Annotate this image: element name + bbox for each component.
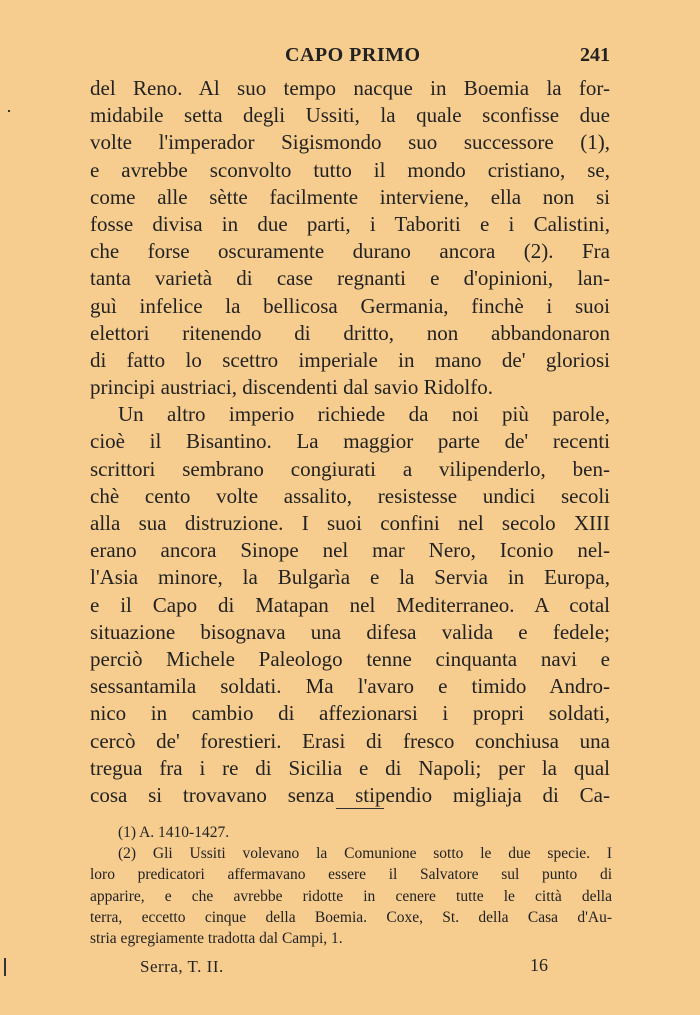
page-number: 241	[580, 44, 610, 66]
text-line: cercò de' forestieri. Erasi di fresco conchiusa una	[90, 728, 610, 753]
text-line: principi austriaci, discendenti dal savio Ridolfo.	[90, 375, 493, 400]
text-line: di fatto lo scettro imperiale in mano de' gloriosi	[90, 347, 610, 372]
text-line: e avrebbe sconvolto tutto il mondo cristiano, se,	[90, 157, 610, 182]
text-line: chè cento volte assalito, resistesse undici secoli	[90, 483, 610, 508]
running-title: CAPO PRIMO	[285, 44, 421, 66]
footnote-line: (2) Gli Ussiti volevano la Comunione sotto le due specie. I	[118, 845, 612, 863]
footnote-line: terra, eccetto cinque della Boemia. Coxe, St. della Casa d'Au-	[90, 908, 612, 926]
printer-signature: Serra, T. II.	[140, 957, 224, 976]
text-line: l'Asia minore, la Bulgarìa e la Servia in Europa,	[90, 565, 610, 590]
footnote-line: loro predicatori affermavano essere il Salvatore sul punto di	[90, 866, 612, 884]
text-line: elettori ritenendo di dritto, non abbandonaron	[90, 320, 610, 345]
text-line: erano ancora Sinope nel mar Nero, Iconio nel-	[90, 538, 610, 563]
footnote-separator	[336, 808, 384, 809]
text-line: scrittori sembrano congiurati a vilipenderlo, ben-	[90, 456, 610, 481]
text-line: cioè il Bisantino. La maggior parte de' recenti	[90, 429, 610, 454]
text-line: Un altro imperio richiede da noi più parole,	[118, 402, 610, 427]
footnotes	[90, 822, 612, 949]
text-line: sessantamila soldati. Ma l'avaro e timido Andro-	[90, 674, 610, 699]
text-line: situazione bisognava una difesa valida e fedele;	[90, 619, 610, 644]
main-text	[90, 75, 610, 809]
text-line: nico in cambio di affezionarsi i propri soldati,	[90, 701, 610, 726]
text-line: guì infelice la bellicosa Germania, finchè i suoi	[90, 293, 610, 318]
signature-number: 16	[530, 955, 548, 975]
text-line: tregua fra i re di Sicilia e di Napoli; per la qual	[90, 755, 610, 780]
text-line: alla sua distruzione. I suoi confini nel secolo XIII	[90, 511, 610, 535]
text-line: cosa si trovavano senza stipendio migliaja di Ca-	[90, 782, 610, 807]
text-line: e il Capo di Matapan nel Mediterraneo. A cotal	[90, 592, 610, 617]
text-line: come alle sètte facilmente interviene, ella non si	[90, 184, 610, 209]
text-line: tanta varietà di case regnanti e d'opinioni, lan-	[90, 266, 610, 291]
text-line: del Reno. Al suo tempo nacque in Boemia la for-	[90, 76, 610, 100]
text-line: perciò Michele Paleologo tenne cinquanta navi e	[90, 646, 610, 671]
text-line: midabile setta degli Ussiti, la quale sconfisse due	[90, 103, 610, 128]
text-line: che forse oscuramente durano ancora (2). Fra	[90, 239, 610, 264]
running-head	[90, 44, 610, 70]
footnote-line: (1) A. 1410-1427.	[118, 824, 230, 841]
footnote-line: stria egregiamente tradotta dal Campi, 1.	[90, 929, 343, 947]
margin-mark	[4, 958, 6, 976]
footnote-line: apparire, e che avrebbe ridotte in cenere tutte le città della	[90, 887, 612, 905]
margin-mark	[8, 110, 10, 112]
text-line: volte l'imperador Sigismondo suo successore (1),	[90, 130, 610, 155]
text-line: fosse divisa in due parti, i Taboriti e i Calistini,	[90, 211, 610, 236]
